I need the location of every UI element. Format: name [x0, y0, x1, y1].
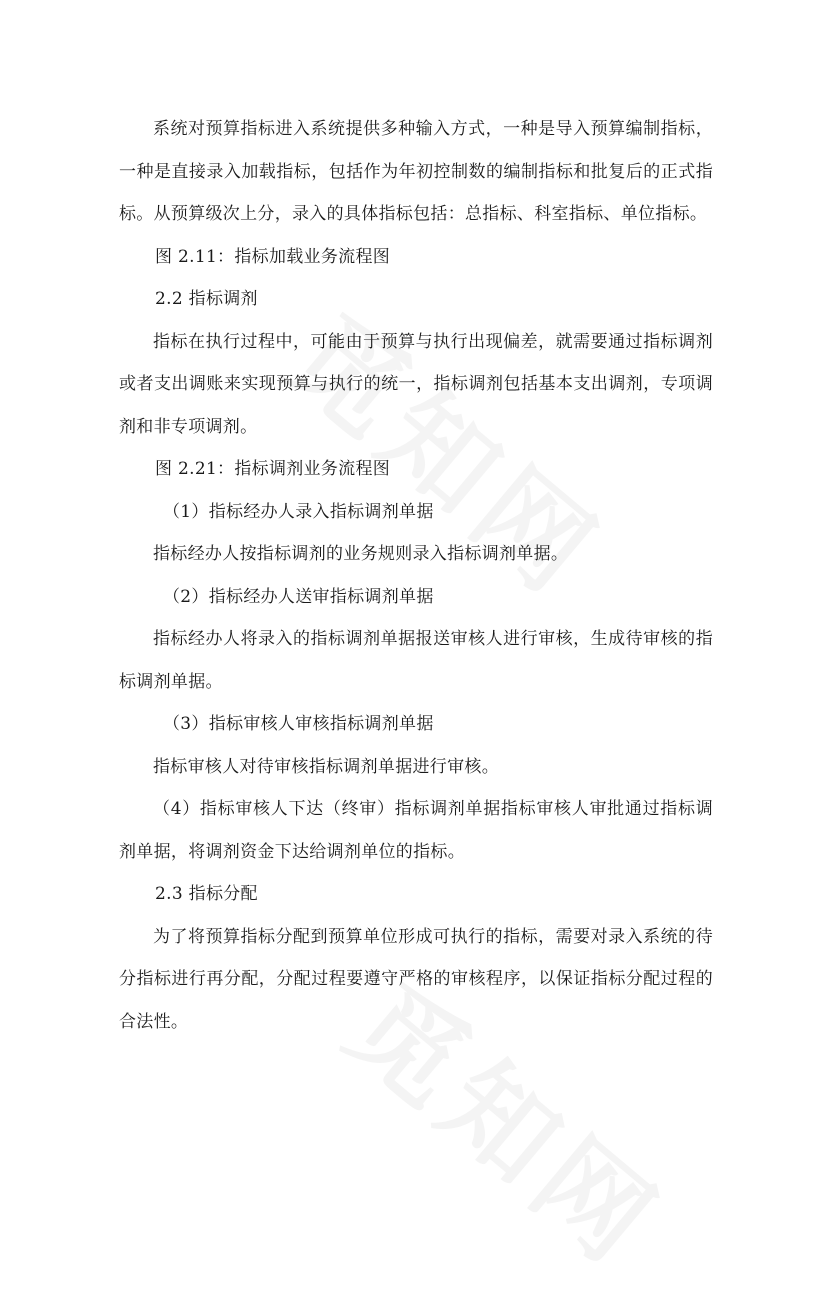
figure-caption: 图 2.21：指标调剂业务流程图 — [155, 459, 391, 479]
body-paragraph: 系统对预算指标进入系统提供多种输入方式，一种是导入预算编制指标，一种是直接录入加载指标，包括作为年初控制数的编制指标和批复后的正式指标。从预算级次上分，录入的具体指标包括：总指标、科室指标、单位指标。 — [119, 119, 713, 224]
body-paragraph: 指标审核人对待审核指标调剂单据进行审核。 — [153, 756, 499, 777]
body-paragraph: 指标经办人将录入的指标调剂单据报送审核人进行审核，生成待审核的指标调剂单据。 — [119, 629, 713, 692]
body-paragraph: 为了将预算指标分配到预算单位形成可执行的指标，需要对录入系统的待分指标进行再分配，分配过程要遵守严格的审核程序，以保证指标分配过程的合法性。 — [119, 926, 713, 1032]
body-paragraph: 指标经办人按指标调剂的业务规则录入指标调剂单据。 — [153, 544, 569, 564]
section-heading: 2.2 指标调剂 — [155, 289, 258, 309]
body-paragraph: 指标在执行过程中，可能由于预算与执行出现偏差，就需要通过指标调剂或者支出调账来实现预算与执行的统一，指标调剂包括基本支出调剂，专项调剂和非专项调剂。 — [119, 331, 713, 437]
step-heading: （2）指标经办人送审指标调剂单据 — [163, 586, 434, 607]
figure-caption: 图 2.11：指标加载业务流程图 — [155, 246, 391, 267]
section-heading: 2.3 指标分配 — [155, 884, 258, 904]
step-heading: （3）指标审核人审核指标调剂单据 — [163, 714, 434, 734]
step-heading: （1）指标经办人录入指标调剂单据 — [163, 501, 434, 522]
document-body — [119, 108, 713, 1043]
step-paragraph: （4）指标审核人下达（终审）指标调剂单据指标审核人审批通过指标调剂单据，将调剂资金下达给调剂单位的指标。 — [119, 799, 713, 862]
